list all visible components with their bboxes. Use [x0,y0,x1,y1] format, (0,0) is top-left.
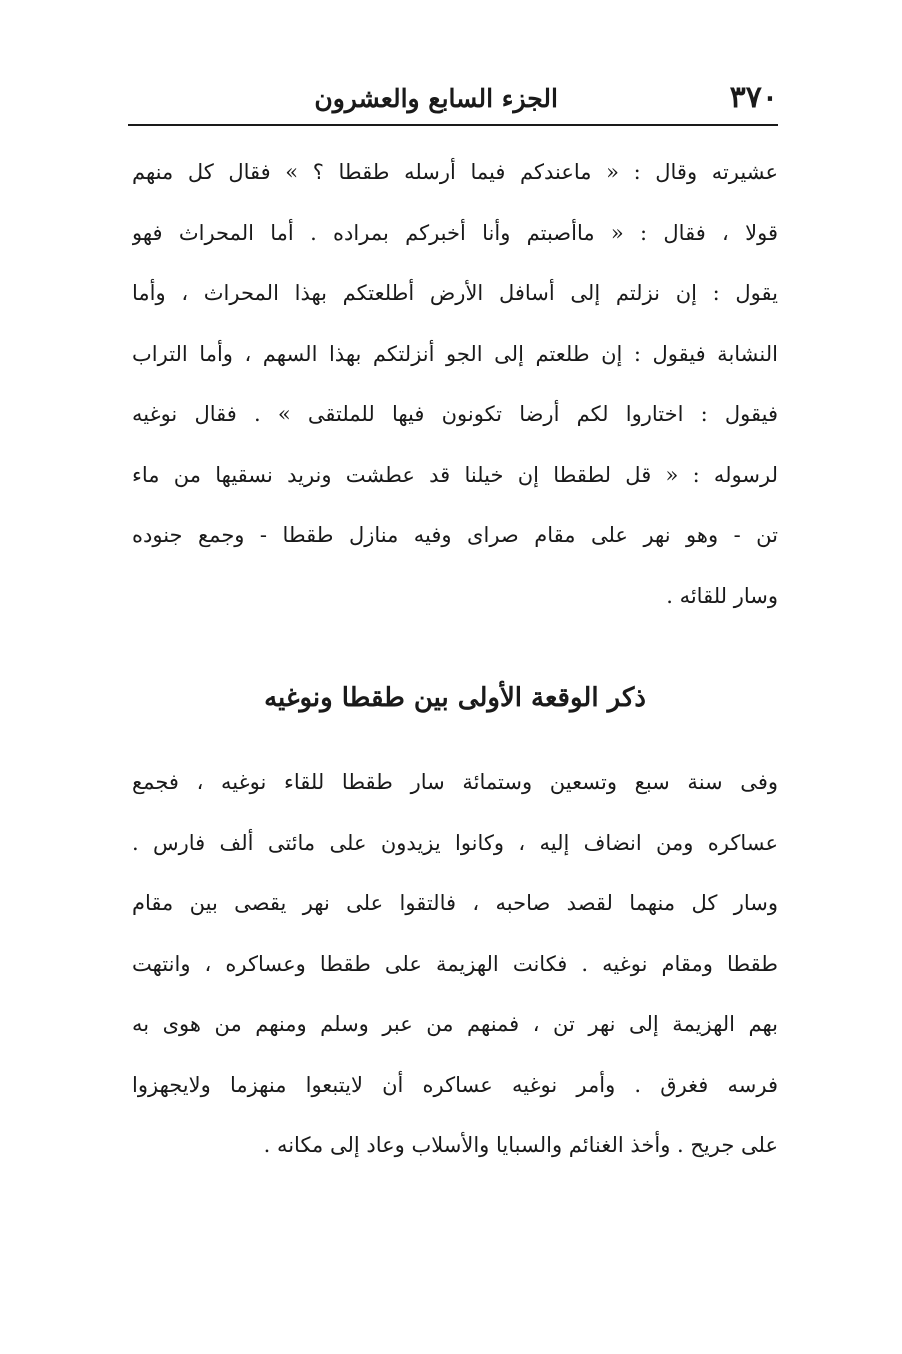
running-head [128,70,778,126]
text-line: وسار كل منهما لقصد صاحبه ، فالتقوا على نهر يقصى بين مقام [132,891,778,915]
page-number: ٣٧٠ [729,80,778,115]
text-line: وسار للقائه . [666,583,778,608]
text-line: يقول : إن نزلتم إلى أسافل الأرض أطلعتكم بهذا المحراث ، وأما [132,281,778,305]
text-line: طقطا ومقام نوغيه . فكانت الهزيمة على طقطا وعساكره ، وانتهت [132,951,778,976]
running-title: الجزء السابع والعشرون [314,84,558,113]
section-heading: ذكر الوقعة الأولى بين طقطا ونوغيه [264,683,646,713]
text-line: عساكره ومن انضاف إليه ، وكانوا يزيدون على مائتى ألف فارس . [132,830,778,855]
paragraph-2 [132,760,778,1184]
text-line: وفى سنة سبع وتسعين وستمائة سار طقطا للقاء نوغيه ، فجمع [132,770,778,794]
text-line: فرسه فغرق . وأمر نوغيه عساكره أن لايتبعوا منهزما ولايجهزوا [132,1072,778,1097]
paragraph-1 [132,150,778,634]
header-rule [128,124,778,126]
text-line: تن - وهو نهر على مقام صراى وفيه منازل طقطا - وجمع جنوده [132,523,778,547]
text-line: لرسوله : « قل لطقطا إن خيلنا قد عطشت ونريد نسقيها من ماء [132,462,778,487]
text-line: على جريح . وأخذ الغنائم والسبايا والأسلاب وعاد إلى مكانه . [263,1133,778,1157]
text-line: عشيرته وقال : « ماعندكم فيما أرسله طقطا ؟ » فقال كل منهم [132,160,778,184]
text-line: فيقول : اختاروا لكم أرضا تكونون فيها للملتقى » . فقال نوغيه [132,402,778,426]
text-line: النشابة فيقول : إن طلعتم إلى الجو أنزلتكم بهذا السهم ، وأما التراب [132,341,778,366]
text-line: بهم الهزيمة إلى نهر تن ، فمنهم من عبر وسلم ومنهم من هوى به [132,1012,778,1036]
text-line: قولا ، فقال : « ماأصبتم وأنا أخبركم بمراده . أما المحراث فهو [132,220,778,245]
